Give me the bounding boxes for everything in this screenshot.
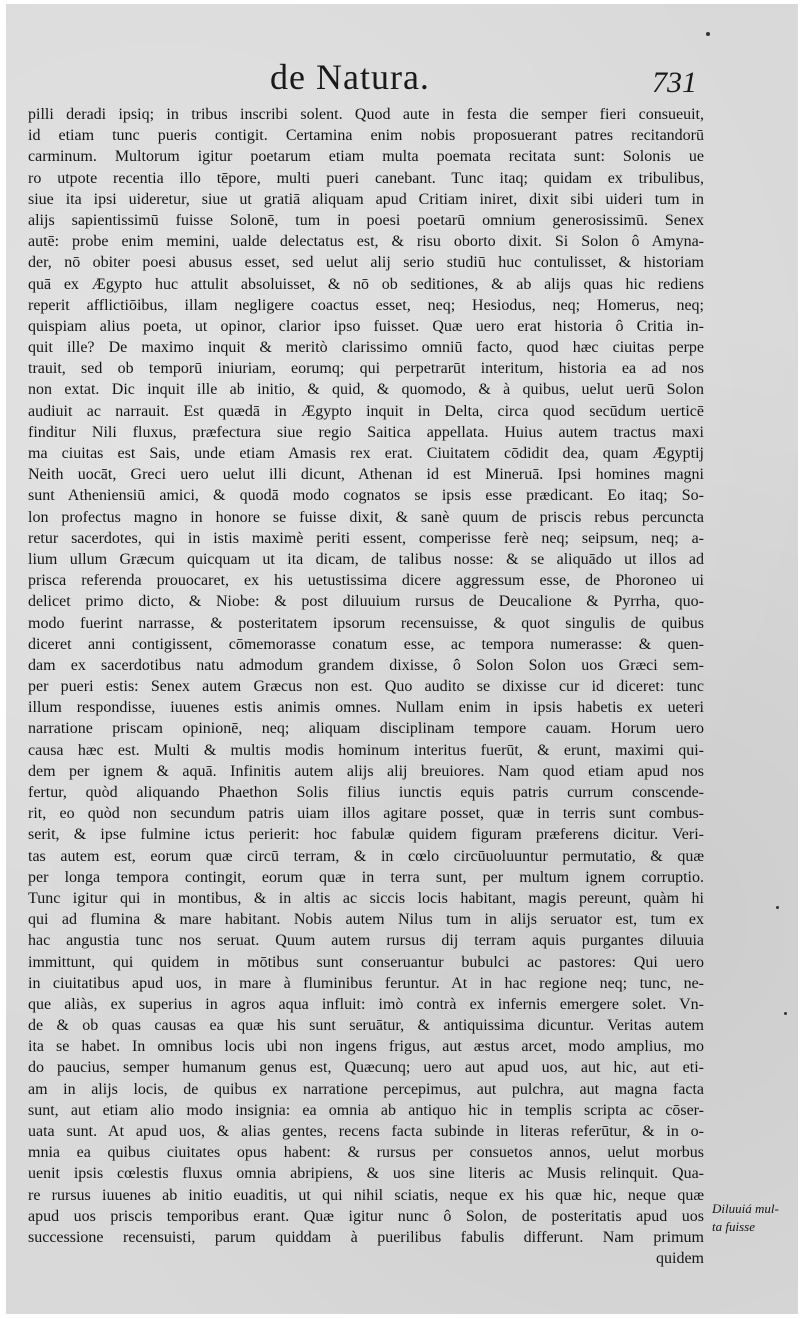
text-line: immittunt, qui quidem in mōtibus sunt conseruantur bubulci ac pastores: Qui uero bbox=[28, 953, 704, 971]
text-line: delicet primo dicto, & Niobe: & post diluuium rursus de Deucalione & Pyrrha, quo- bbox=[28, 593, 704, 611]
text-line: der, nō obiter poesi abusus esset, sed uelut alij serio studiū huc contulisset, & historiam bbox=[28, 254, 704, 272]
text-line: dem per ignem & aquā. Infinitis autem alijs alij breuiores. Nam quod etiam apud nos bbox=[28, 762, 704, 780]
text-line: modo fuerint narrasse, & posteritatem ipsorum recensuisse, & quot singulis de quibus bbox=[28, 614, 704, 632]
text-line: tas autem est, eorum quæ circū terram, & in cœlo circūuoluuntur permutatio, & quæ bbox=[28, 847, 704, 865]
running-head: de Natura. bbox=[270, 57, 430, 97]
text-line: in ciuitatibus apud uos, in mare à fluminibus feruntur. At in hac regione neq; tunc, ne- bbox=[28, 974, 704, 992]
text-line: carminum. Multorum igitur poetarum etiam multa poemata recitata sunt: Solonis ue bbox=[28, 148, 704, 166]
text-line: audiuit ac narrauit. Est quædā in Ægypto inquit in Delta, circa quod secūdum uerticē bbox=[28, 402, 704, 420]
text-line: dam ex sacerdotibus natu admodum grandem dixisse, ô Solon Solon uos Græci sem- bbox=[28, 656, 704, 674]
text-line: ita se habet. In omnibus locis ubi non ingens frigus, aut æstus arcet, modo amplius, mo bbox=[28, 1038, 704, 1056]
text-line: serit, & ipse fulmine ictus perierit: hoc fabulæ quidem figuram præferens dicitur. Veri- bbox=[28, 826, 704, 844]
text-line: que aliàs, ex superius in agros aqua influit: imò contrà ex infernis emergere solet. Vn- bbox=[28, 995, 704, 1013]
text-line: retur sacerdotes, qui in istis maximè periti essent, comperisse ferè neq; seipsum, neq; a- bbox=[28, 529, 704, 547]
text-line: reperit afflictiōibus, illam negligere coactus esset, neq; Hesiodus, neq; Homerus, neq; bbox=[28, 296, 704, 314]
text-line: id etiam tunc pueris contigit. Certamina enim nobis proposuerant patres recitandorū bbox=[28, 127, 704, 145]
text-line: siue ita ipsi uideretur, siue ut gratiā aliquam apud Critiam iniret, dixit sibi uideri tum in bbox=[28, 190, 704, 208]
page-number: 731 bbox=[652, 66, 697, 99]
margin-note-line: Diluuiá mul- bbox=[712, 1201, 779, 1216]
text-line: uata sunt. At apud uos, & alias gentes, recens facta subinde in literas referūtur, & in o- bbox=[28, 1123, 704, 1140]
text-line: narratione priscam opinionē, neq; aliquam disciplinam tempore cauam. Horum uero bbox=[28, 720, 704, 738]
text-line: uenit ipsis cœlestis fluxus omnia abripiens, & uos sine literis ac Musis relinquit. Qua- bbox=[28, 1165, 704, 1183]
ink-speck bbox=[706, 32, 710, 36]
margin-note bbox=[712, 1200, 796, 1236]
text-line: per pueri estis: Senex autem Græcus non est. Quo audito se dixisse cur id diceret: tunc bbox=[28, 678, 704, 696]
text-line: fertur, quòd aliquando Phaethon Solis filius iunctis equis patris currum conscende- bbox=[28, 784, 704, 801]
text-line: quispiam alius poeta, ut opinor, clarior ipso fuisset. Quæ uero erat historia ô Critia in- bbox=[28, 317, 704, 335]
ink-speck bbox=[776, 906, 779, 909]
text-line: non extat. Dic inquit ille ab initio, & quid, & quomodo, & à quibus, uelut uerū Solon bbox=[28, 381, 704, 399]
catchword: quidem bbox=[656, 1250, 704, 1268]
text-line: quit ille? De maximo inquit & meritò clarissimo omniū facto, quod hæc ciuitas perpe bbox=[28, 339, 704, 357]
text-line: quā ex Ægypto huc attulit absoluisset, & nō ob seditiones, & ab alijs quas hic rediens bbox=[28, 275, 704, 293]
margin-note-line: ta fuisse bbox=[712, 1219, 755, 1234]
text-line: sunt Atheniensiū amici, & quodā modo cognatos se ipsis esse prædicant. Eo itaq; So- bbox=[28, 487, 704, 505]
text-line: trauit, sed ob temporū iniuriam, eorumq; qui perpetrarūt interitum, historia ea ad nos bbox=[28, 360, 704, 378]
ink-speck bbox=[784, 1012, 787, 1015]
text-line: finditur Nili fluxus, præfectura siue regio Saitica appellata. Huius autem tractus maxi bbox=[28, 423, 704, 441]
text-line: do paucius, semper humanum genus est, Quæcunq; uero aut apud uos, aut hic, aut eti- bbox=[28, 1059, 704, 1077]
text-line: sunt, aut etiam alio modo insignia: ea omnia ab antiquo hic in templis scripta ac cōser- bbox=[28, 1101, 704, 1119]
text-line: per longa tempora contingit, eorum quæ in terra sunt, per multum ignem corruptio. bbox=[28, 868, 704, 886]
text-line: mnia ea quibus ciuitates opus habent: & rursus per consuetos annos, uelut morbus bbox=[28, 1144, 704, 1162]
text-line: de & ob quas causas ea quæ his sunt seruātur, & antiquissima dicuntur. Veritas autem bbox=[28, 1017, 704, 1035]
body-text bbox=[28, 104, 704, 1269]
text-line: diceret anni contigissent, cōmemorasse conatum esse, ac tempora numerasse: & quen- bbox=[28, 635, 704, 653]
text-line: qui ad flumina & mare habitant. Nobis autem Nilus tum in alijs seruator est, tum ex bbox=[28, 911, 704, 929]
text-line: illum respondisse, iuuenes estis animis omnes. Nullam enim in ipsis habetis ex ueteri bbox=[28, 699, 704, 717]
text-line: Tunc igitur qui in montibus, & in altis ac siccis locis habitant, magis pereunt, quàm hi bbox=[28, 889, 704, 907]
text-line: lon profectus magno in honore se fuisse dixit, & sanè quum de priscis rebus percuncta bbox=[28, 508, 704, 526]
text-line: ro utpote recentia illo tēpore, multi pueri canebant. Tunc itaq; quidam ex tribulibus, bbox=[28, 169, 704, 187]
text-line: autē: probe enim memini, ualde delectatus est, & risu oborto dixit. Si Solon ô Amyna- bbox=[28, 233, 704, 251]
text-line: prisca referenda prouocaret, ex his uetustissima dicere aggressum esse, de Phoroneo ui bbox=[28, 572, 704, 590]
text-line: alijs sapientissimū fuisse Solonē, tum in poesi poetarū omnium generosissimū. Senex bbox=[28, 211, 704, 229]
text-line: ma ciuitas est Sais, unde etiam Amasis rex erat. Ciuitatem cōdidit dea, quam Ægyptij bbox=[28, 445, 704, 462]
text-line: hac angustia tunc nos seruat. Quum autem rursus dij terram aquis purgantes diluuia bbox=[28, 932, 704, 950]
text-line: lium ullum Græcum quicquam ut ita dicam, de talibus nosse: & se aliquādo ut illos ad bbox=[28, 550, 704, 568]
text-line: causa hæc est. Multi & multis modis hominum interitus fuerūt, & erunt, maximi qui- bbox=[28, 741, 704, 759]
text-line: Neith uocāt, Greci uero uelut illi dicunt, Athenan id est Mineruā. Ipsi homines magni bbox=[28, 466, 704, 484]
text-line: apud uos priscis temporibus erant. Quæ igitur nunc ô Solon, de posteritatis apud uos bbox=[28, 1207, 704, 1225]
text-line: rit, eo quòd non secundum patris uiam illos agitare posset, quæ in terris sunt combus- bbox=[28, 805, 704, 823]
text-line: re rursus iuuenes ab initio euaditis, ut qui nihil sciatis, neque ex his quæ hic, neque quæ bbox=[28, 1186, 704, 1204]
text-line: successione recensuisti, parum quiddam à puerilibus fabulis differunt. Nam primum bbox=[28, 1228, 704, 1246]
text-line: am in alijs locis, de quibus ex narratione percepimus, aut pulchra, aut magna facta bbox=[28, 1080, 704, 1098]
text-line: pilli deradi ipsiq; in tribus inscribi solent. Quod aute in festa die semper fieri consueuit, bbox=[28, 106, 704, 123]
